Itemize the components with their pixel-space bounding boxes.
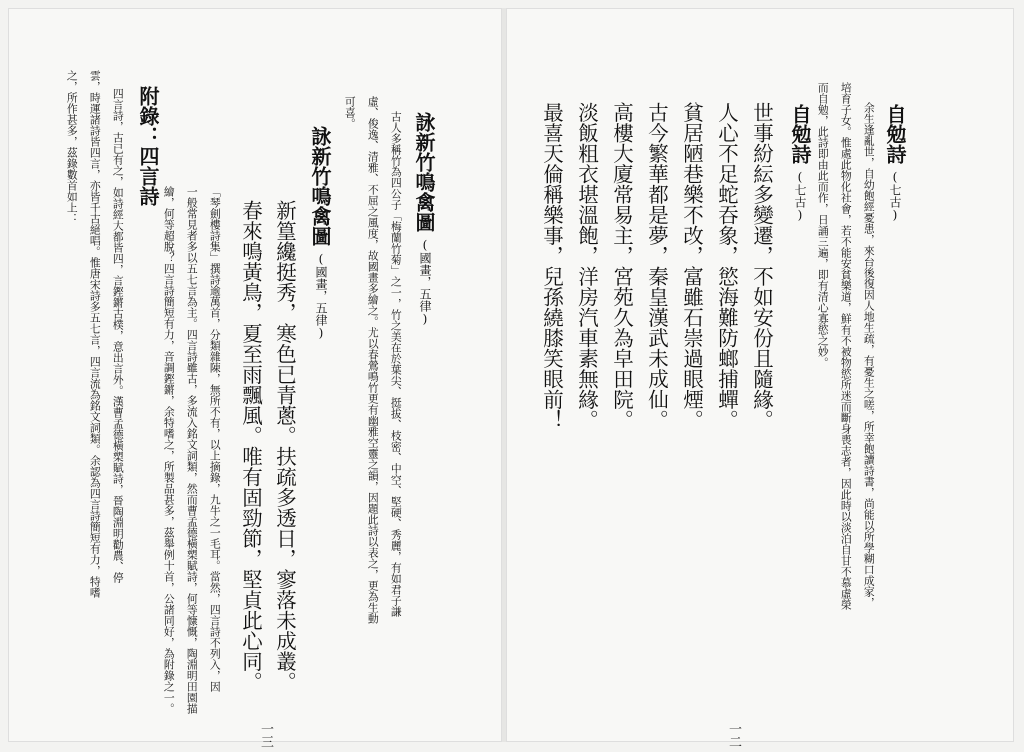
right-preface-line: 培育子女。惟處此物化社會，若不能安貧樂道，鮮有不被物慾所迷而斷身喪志者，因此時以淡泊自甘不慕虛榮 <box>839 82 853 610</box>
left-preface-line: 古人多稱竹為四公子「梅蘭竹菊」之一，竹之美在於葉尖、挺拔、枝密、中空、堅硬、秀麗，有如君子謙 <box>389 111 403 617</box>
right-page-number: 一二 <box>726 722 741 748</box>
left-poem-subtitle: (國畫，五律) <box>418 238 432 326</box>
left-poem-line: 春來鳴黃鳥，夏至雨飄風。唯有固勁節，堅貞此心同。 <box>238 200 263 692</box>
right-poem-title: 自勉詩 <box>883 104 907 164</box>
right-poem-2-title: 自勉詩 <box>788 104 812 164</box>
left-poem-2-title: 詠新竹鳴禽圖 <box>308 126 332 246</box>
left-appendix-body-line: 雲，時運諸詩皆四言，亦皆千古絕唱。惟唐宋詩多五七言，四言流為銘文詞類。余認為四言詩簡短有力，特嗜 <box>88 70 102 598</box>
left-poem-title: 詠新竹鳴禽圖 <box>412 112 436 232</box>
right-poem-line: 淡飯粗衣堪溫飽，洋房汽車素無緣。 <box>574 102 599 430</box>
left-appendix-body-line: 之，所作甚多，茲錄數首如上： <box>65 70 79 224</box>
left-page-number: 一三 <box>258 722 273 748</box>
left-preface-line: 虛、俊逸、清雅、不屈之風度，故國畫多繪之。尤以春鶯鳴竹更有幽雅空靈之韻，因題此詩以表之，更為生動 <box>366 96 380 624</box>
right-preface-line: 而自勉，此詩即由此而作，日誦三遍，即有清心寡慾之妙。 <box>816 82 830 368</box>
right-poem-2-subtitle: (七古) <box>793 170 807 222</box>
right-poem-line: 高樓大廈常易主，宮苑久為皁田院。 <box>609 102 634 430</box>
left-appendix-paragraph-line: 一般常見者多以五七言為主。四言詩雖古，多流入銘文詞類，然而曹孟德橫槊賦詩，何等慷慨，陶淵明田園描 <box>185 186 199 714</box>
right-poem-line: 古今繁華都是夢，秦皇漢武未成仙。 <box>644 102 669 430</box>
right-poem-line: 人心不足蛇吞象，慾海難防螂捕蟬。 <box>714 102 739 430</box>
right-preface-line: 余生逢亂世，自幼飽經憂患，來台後復因人地生疏，有憂生之嗟，所幸飽讀詩書，尚能以所學糊口成家， <box>862 102 876 608</box>
left-preface-line: 可喜。 <box>343 96 357 129</box>
left-appendix-paragraph-line: 「琴劍樓詩集」撰詩逾萬首，分類雜陳，無所不有，以上摘錄，九牛之一毛耳。當然，四言詩不列入，因 <box>208 186 222 692</box>
right-poem-line: 貧居陋巷樂不改，富雖石崇過眼煙。 <box>679 102 704 430</box>
left-appendix-body-line: 四言詩，古已有之，如詩經大都皆四，言鏗鏘古樸，意出言外。漢曹孟德橫槊賦詩，晉陶淵明勸農、停 <box>111 88 125 583</box>
right-poem-line: 最喜天倫稱樂事，兒孫繞膝笑眼前！ <box>539 102 564 430</box>
right-poem-subtitle: (七古) <box>888 170 902 222</box>
left-poem-line: 新篁纔挺秀，寒色已青蔥。扶疏多透日，寥落未成叢。 <box>272 200 297 692</box>
right-poem-line: 世事紛紜多變遷，不如安份且隨緣。 <box>749 102 774 430</box>
left-appendix-paragraph-line: 繪，何等超脫？四言詩簡短有力，音調鏗鏘，余特嗜之，所製品甚多，茲舉例十首，公諸同好，為附錄之一。 <box>162 186 176 714</box>
left-appendix-title: 附錄：四言詩 <box>136 86 160 206</box>
left-poem-2-subtitle: (國畫，五律) <box>314 252 328 340</box>
